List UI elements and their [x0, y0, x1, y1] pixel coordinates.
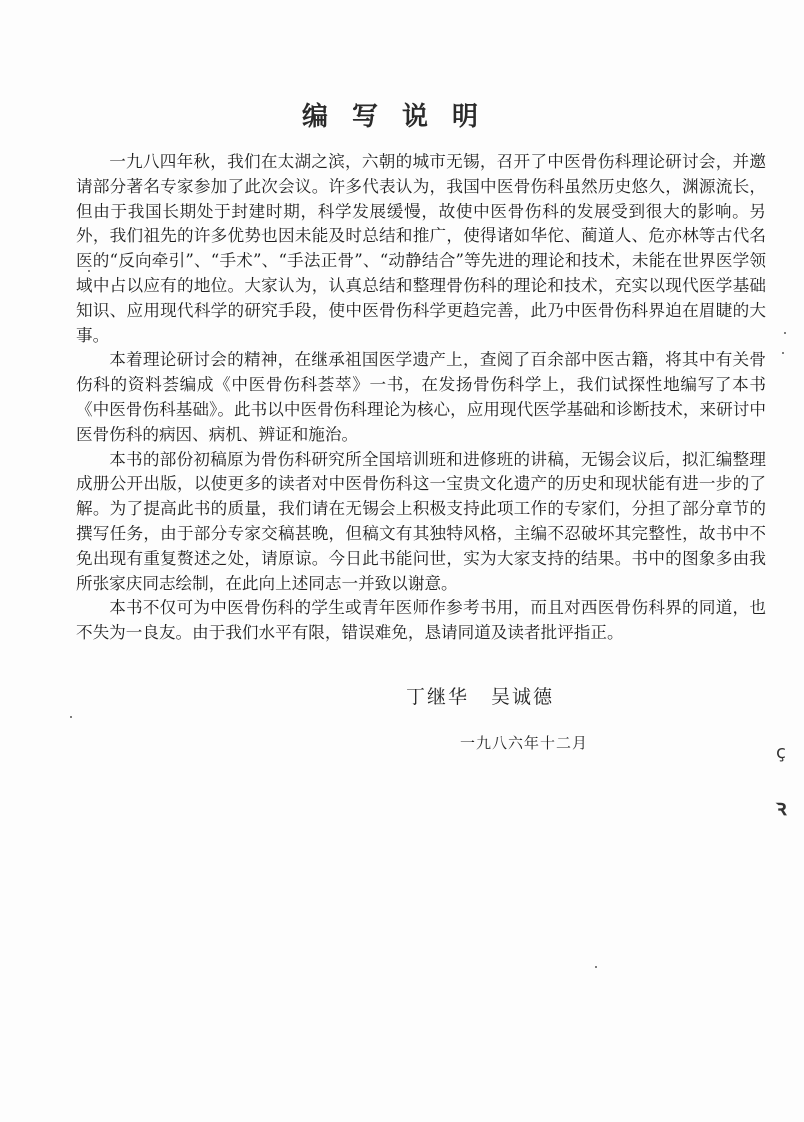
- margin-mark-bottom: ꝛ: [776, 796, 787, 821]
- paragraph-4: 本书不仅可为中医骨伤科的学生或青年医师作参考书用，而且对西医骨伤科界的同道，也不失为一良友。由于我们水平有限，错误难免，恳请同道及读者批评指正。: [76, 598, 766, 643]
- scan-speck: [782, 352, 784, 354]
- paragraph-1: 一九八四年秋，我们在太湖之滨，六朝的城市无锡，召开了中医骨伤科理论研讨会，并邀请部分著名专家参加了此次会议。许多代表认为，我国中医骨伤科虽然历史悠久，渊源流长，但由于我国长期处于封建时期，科学发展缓慢，故使中医骨伤科的发展受到很大的影响。另外，我们祖先的许多优势也因未能及时总结和推广，使得诸如华佗、蔺道人、危亦林等古代名医的“反向牵引”、“手术”、“手法正骨”、“动静结合”等先进的理论和技术，未能在世界医学领域中占以应有的地位。大家认为，认真总结和整理骨伤科的理论和技术，充实以现代医学基础知识、应用现代科学的研究手段，使中医骨伤科学更趋完善，此乃中医骨伤科界迫在眉睫的大事。: [76, 152, 766, 345]
- author-signature: [406, 682, 554, 709]
- author-name-1: 丁继华: [406, 686, 470, 708]
- paragraph-2: 本着理论研讨会的精神，在继承祖国医学遗产上，查阅了百余部中医古籍，将其中有关骨伤科的资料荟编成《中医骨伤科荟萃》一书，在发扬骨伤科学上，我们试探性地编写了本书《中医骨伤科基础》。此书以中医骨伤科理论为核心，应用现代医学基础和诊断技术，来研讨中医骨伤科的病因、病机、辨证和施治。: [76, 350, 766, 444]
- scan-speck: [88, 270, 90, 272]
- preface-body: [76, 150, 766, 646]
- margin-mark-top: ç: [776, 742, 786, 763]
- signature-date: 一九八六年十二月: [460, 734, 589, 752]
- author-name-2: 吴诚德: [491, 686, 555, 708]
- scan-speck: [595, 966, 597, 968]
- scan-speck: [784, 332, 786, 334]
- scan-speck: [70, 716, 72, 718]
- page-title: 编写说明: [301, 102, 502, 132]
- paragraph-3: 本书的部份初稿原为骨伤科研究所全国培训班和进修班的讲稿，无锡会议后，拟汇编整理成册公开出版，以使更多的读者对中医骨伤科这一宝贵文化遗产的历史和现状能有进一步的了解。为了提高此书的质量，我们请在无锡会上积极支持此项工作的专家们，分担了部分章节的撰写任务，由于部分专家交稿甚晚，但稿文有其独特风格，主编不忍破坏其完整性，故书中不免出现有重复赘述之处，请原谅。今日此书能问世，实为大家支持的结果。书中的图象多由我所张家庆同志绘制，在此向上述同志一并致以谢意。: [76, 449, 766, 593]
